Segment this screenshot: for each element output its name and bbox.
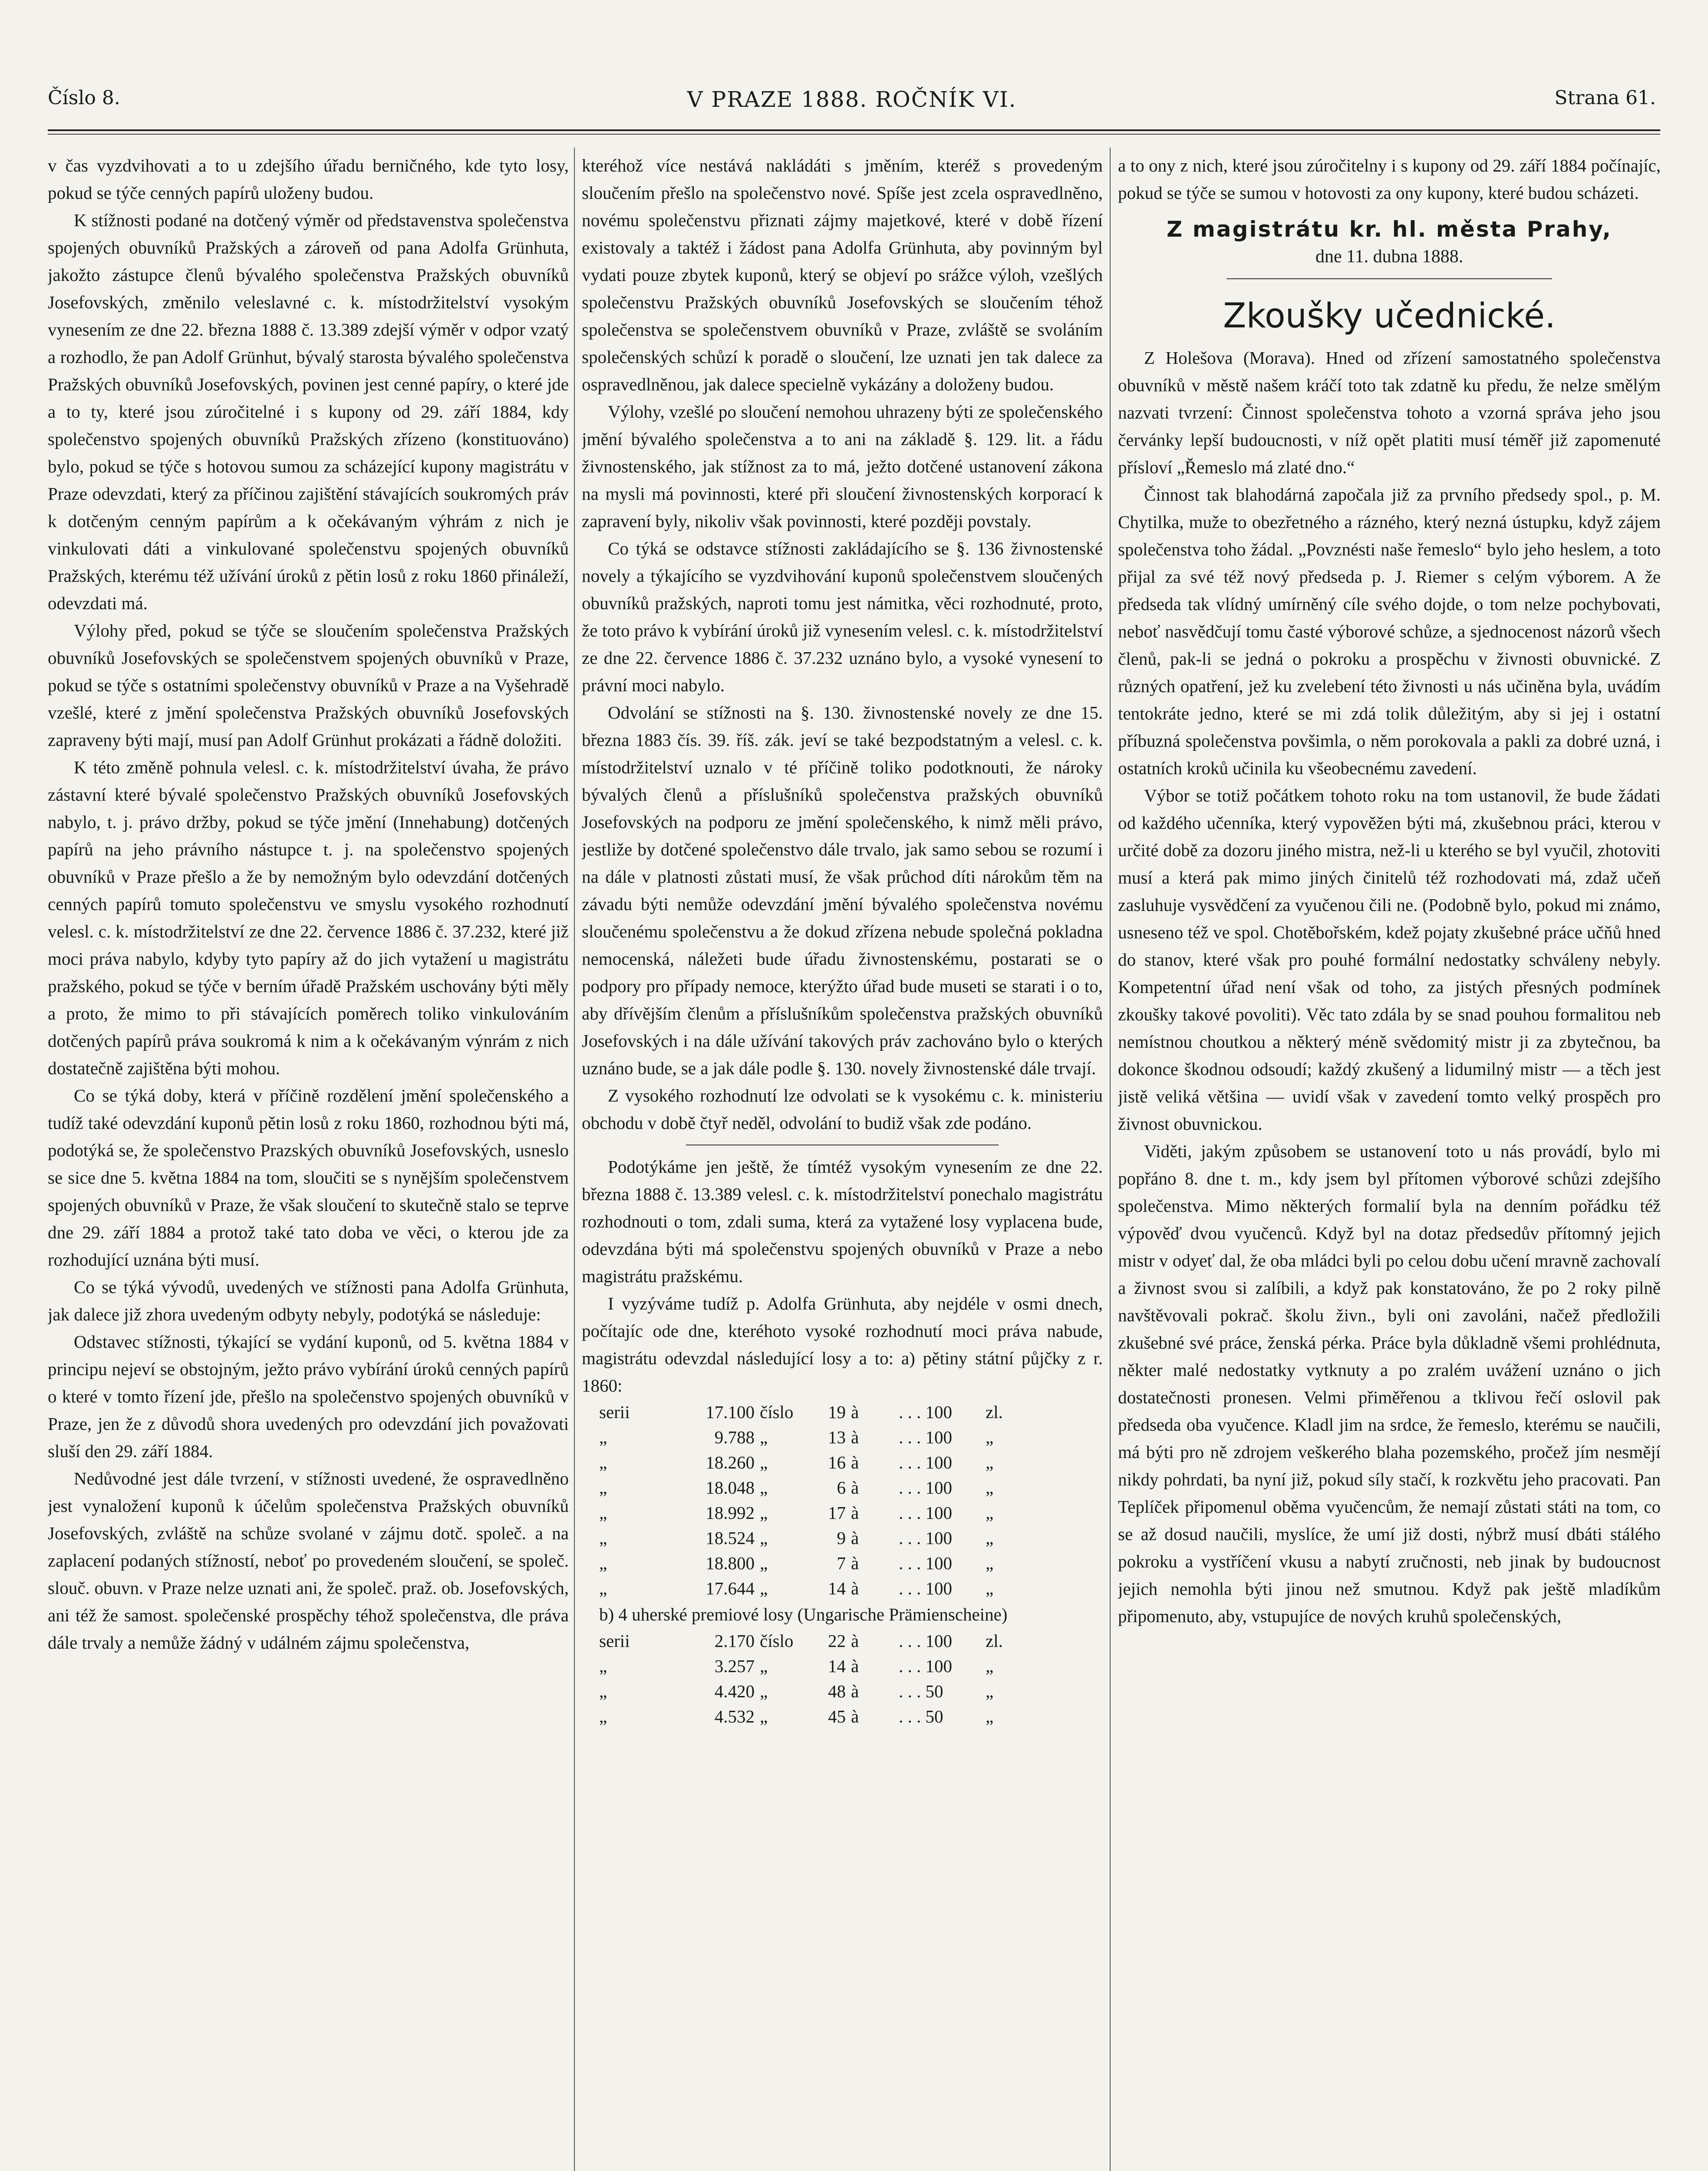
lot-cell: 9 [837,1528,846,1548]
header-rule-thin [48,134,1660,135]
lot-cell: à [851,1681,859,1701]
lots-b-caption: b) 4 uherské premiové losy (Ungarische Prämienscheine) [599,1604,1008,1624]
lot-row [582,1628,1103,1653]
lot-cell: zl. [986,1402,1003,1422]
lot-cell: 22 [828,1631,846,1651]
header-rule [48,129,1660,131]
lot-cell: à [851,1706,859,1726]
paragraph: K této změně pohnula velesl. c. k. místodržitelství úvaha, že právo zástavní které bývalé společenstvo Pražských obuvníků Josefovských nabylo, t. j. právo držby, pokud se týče jmění (Innehabung) dotčených papírů na jeho právního nástupce t. j. na společenstvo spojených obuvníků v Praze přešlo a že by nemožným bylo odevzdání dotčených cenných papírů tomuto společenstvu ve smyslu vysokého rozhodnutí velesl. c. k. místodržitelství ze dne 22. července 1886 č. 37.232, které již moci práva nabylo, kdyby tyto papíry až do jich vytažení u magistrátu pražského, pokud se týče v berním úřadě Pražském uschovány býti měly a proto, že mimo to při stávajících poměrech toliko vinkulováním dotčených papírů práva soukromá k nim a k očekávaným výnrám z nich dostatečně zajištěna býti mohou. [48,757,569,1078]
lot-cell: 9.788 [714,1427,755,1447]
lot-cell: à [851,1478,859,1498]
lot-cell: „ [599,1528,607,1548]
lot-cell: „ [986,1452,994,1472]
lot-cell: zl. [986,1631,1003,1651]
lot-cell: 45 [828,1706,846,1726]
lot-cell: 18.524 [706,1528,755,1548]
lot-cell: à [851,1631,859,1651]
lot-cell: à [851,1427,859,1447]
lot-cell: „ [599,1656,607,1676]
paragraph: Podotýkáme jen ještě, že tímtéž vysokým vynesením ze dne 22. března 1888 č. 13.389 velesl. c. k. místodržitelství ponechalo magistrátu rozhodnouti o tom, zdali suma, která za vytažené losy vyplacena bude, odevzdána býti má společenstvu spojených obuvníků v Praze a nebo magistrátu pražskému. [582,1157,1103,1286]
lot-cell: „ [760,1478,768,1498]
lot-cell: „ [760,1427,768,1447]
lot-row [582,1425,1103,1450]
lot-cell: „ [599,1553,607,1573]
lot-cell: . . . 100 [899,1478,952,1498]
lot-cell: „ [760,1452,768,1472]
lot-row [582,1399,1103,1425]
lot-cell: 2.170 [714,1631,755,1651]
lot-cell: 17 [828,1503,846,1523]
paragraph: Co týká se odstavce stížnosti zakládajícího se §. 136 živnostenské novely a týkajícího se vyzdvihování kuponů společenstvem sloučených obuvníků pražských, naproti tomu jest námitka, věci rozhodnuté, proto, že toto právo k vybírání úroků již vynesením velesl. c. k. místodržitelství ze dne 22. července 1886 č. 37.232 uznáno bylo, a vysoké vynesení to právní moci nabylo. [582,538,1103,695]
lot-cell: 13 [828,1427,846,1447]
issue-number: Číslo 8. [48,87,120,109]
paragraph: Výbor se totiž počátkem tohoto roku na tom ustanovil, že bude žádati od každého učenníka, který vypověžen býti má, zkušebnou práci, kterou v určité době za dozoru jiného mistra, než-li u kterého se byl vyučil, zhotoviti musí a která pak mimo jiných činitelů též rozhodovati má, zdaž učeň zasluhuje vysvědčení za vyučenou čili ne. (Podobně bylo, pokud mi známo, usneseno též ve spol. Chotěbořském, kdež pojaty zkušebné práce učňů hned do stanov, které však pro pouhé formální nedostatky schváleny nebyly. Kompetentní úřad není však od toho, za jistých přesných podmínek zkoušky takové povoliti). Věc tato zdála by se snad pouhou formalitou neb nemístnou choutkou a některý méně svědomitý mistr ji za zbytečnou, ba dokonce škodnou odsoudí; každý zkušený a lidumilný mistr — a těch jest jistě veliká většina — uvidí však v zavedení tomto velký prospěch pro živnost obuvnickou. [1118,785,1661,1134]
paragraph: Nedůvodné jest dále tvrzení, v stížnosti uvedené, že ospravedlněno jest vynaložení kuponů k účelům společenstva Pražských obuvníků Josefovských, zvláště na schůze svolané v zájmu dotč. společ. a na zaplacení podaných stížností, neboť po provedeném sloučení, se společ. slouč. obuvn. v Praze nelze uznati ani, že společ. praž. ob. Josefovských, ani též že samost. společenské prospěchy téhož společenstva, dle práva dále trvaly a nemůže žádný v událném zájmu společenstva, [48,1468,569,1653]
lot-cell: . . . 100 [899,1553,952,1573]
lot-cell: „ [599,1478,607,1498]
lot-cell: 18.260 [706,1452,755,1472]
lot-cell: „ [760,1528,768,1548]
lot-cell: číslo [760,1402,794,1422]
lot-cell: à [851,1578,859,1598]
lot-cell: „ [986,1578,994,1598]
lot-cell: . . . 100 [899,1631,952,1651]
lot-cell: à [851,1528,859,1548]
lot-cell: . . . 50 [899,1706,943,1726]
lot-cell: „ [760,1578,768,1598]
lot-cell: . . . 100 [899,1402,952,1422]
paragraph: kteréhož více nestává nakládáti s jměním, kteréž s provedeným sloučením přešlo na společenstvo nové. Spíše jest zcela ospravedlněno, novému společenstvu přiznati zájmy majetkové, které v době řízení existovaly a taktéž i žádost pana Adolfa Grünhuta, aby povinným byl vydati pouze zbytek kuponů, který se objeví po srážce výloh, vzešlých společenstvu Pražských obuvníků Josefovských se sloučením téhož společenstva se společenstvem obuvníků v Praze, zvláště se svoláním společenských schůzí k poradě o sloučení, lze uznati jen tak dalece za ospravedlněnou, jak dalece specielně vykázány a doloženy budou. [582,155,1103,394]
lot-cell: à [851,1452,859,1472]
page-number: Strana 61. [1554,87,1656,109]
lot-cell: „ [760,1553,768,1573]
column-3 [1118,152,1661,2171]
lot-cell: „ [986,1681,994,1701]
lot-cell: . . . 100 [899,1528,952,1548]
lot-cell: „ [986,1706,994,1726]
column-divider [1110,148,1111,2171]
lot-cell: „ [986,1528,994,1548]
lot-row [582,1679,1103,1704]
paragraph: I vyzýváme tudíž p. Adolfa Grünhuta, aby nejdéle v osmi dnech, počítajíc ode dne, kteréhoto vysoké rozhodnutí moci práva nabude, magistrátu odevzdal následující losy a to: a) pětiny státní půjčky z r. 1860: [582,1293,1103,1396]
lot-cell: 7 [837,1553,846,1573]
magistrate-date: dne 11. dubna 1888. [1315,247,1464,267]
lot-cell: . . . 50 [899,1681,943,1701]
lot-cell: serii [599,1402,630,1422]
lot-cell: 4.420 [714,1681,755,1701]
page-header [48,87,1656,117]
lot-cell: . . . 100 [899,1503,952,1523]
lot-cell: . . . 100 [899,1427,952,1447]
lot-cell: . . . 100 [899,1452,952,1472]
column-1 [48,152,569,2171]
paragraph: Činnost tak blahodárná započala již za prvního předsedy spol., p. M. Chytilka, muže to obezřetného a rázného, který nezná ústupku, když zájem společenstva toho žádal. „Povznésti naše řemeslo“ bylo jeho heslem, a toto přijal za své též nový předseda p. J. Riemer s celým výborem. A že předseda tak vlídný umírněný cíle svého dojde, o tom nelze pochybovati, neboť nasvědčují tomu časté výborové schůze, a sjednocenost názorů všech členů, pak-li se jedná o pokroku a prospěchu v živnosti obuvnické. Z různých opatření, jež ku zvelebení této živnosti u nás učiněna byla, uvádím tentokráte jedno, které se mi zdá tolik důležitým, aby si jej i ostatní příbuzná společenstva povšimla, o něm porokovala a pakli za dobré uzná, i ostatních kroků učinila ku všeobecnému zavedení. [1118,485,1661,778]
paragraph: Z Holešova (Morava). Hned od zřízení samostatného společenstva obuvníků v městě našem kráčí toto tak zdatně ku předu, že nelze smělým nazvati tvrzení: Činnost společenstva tohoto a vzorná správa jeho jsou červánky lepší budoucnosti, v níž opět platiti musí téměř již zapomenuté přísloví „Řemeslo má zlaté dno.“ [1118,348,1661,477]
lot-cell: 18.992 [706,1503,755,1523]
lot-row [582,1704,1103,1729]
paragraph: a to ony z nich, které jsou zúročitelny i s kupony od 29. září 1884 počínajíc, pokud se týče se sumou v hotovosti za ony kupony, které budou scházeti. [1118,155,1661,203]
article-title: Zkoušky učednické. [1223,297,1556,336]
lot-cell: „ [599,1452,607,1472]
lot-row [582,1551,1103,1576]
lot-cell: à [851,1402,859,1422]
lot-cell: . . . 100 [899,1578,952,1598]
lot-row [582,1525,1103,1551]
lot-row [582,1576,1103,1601]
lot-cell: serii [599,1631,630,1651]
lot-cell: „ [599,1427,607,1447]
lot-cell: „ [599,1681,607,1701]
lot-cell: 14 [828,1578,846,1598]
lot-cell: 19 [828,1402,846,1422]
lot-cell: „ [599,1578,607,1598]
lot-cell: 6 [837,1478,846,1498]
lot-cell: à [851,1656,859,1676]
lots-list-a [582,1399,1103,1601]
lot-cell: 16 [828,1452,846,1472]
lot-cell: „ [986,1503,994,1523]
lot-cell: à [851,1553,859,1573]
lot-cell: 14 [828,1656,846,1676]
paragraph: v čas vyzdvihovati a to u zdejšího úřadu berničného, kde tyto losy, pokud se týče cenných papírů uloženy budou. [48,155,569,203]
lot-cell: 17.100 [706,1402,755,1422]
paragraph: Výlohy, vzešlé po sloučení nemohou uhrazeny býti ze společenského jmění bývalého společenstva a to ani na základě §. 129. lit. a řádu živnostenského, jak stížnost za to má, ježto dotčené ustanovení zákona na mysli má povinnosti, které při sloučení živnostenských korporací k zapravení byly, nikoliv však povinnosti, které později povstaly. [582,402,1103,531]
lot-row [582,1500,1103,1525]
lot-cell: 4.532 [714,1706,755,1726]
lot-cell: 18.800 [706,1553,755,1573]
lot-cell: 3.257 [714,1656,755,1676]
paragraph: Odvolání se stížnosti na §. 130. živnostenské novely ze dne 15. března 1883 čís. 39. říš. zák. jeví se také bezpodstatným a velesl. c. k. místodržitelství uznalo v té příčině toliko podotknouti, že nároky bývalých členů a příslušníků společenstva pražských obuvníků Josefovských na podporu ze jmění společenského, k nimž měli právo, jestliže by dotčené společenstvo dále trvalo, jak samo sebou se rozumí i na dále v platnosti zůstati musí, že však průchod díti nárokům těm na závadu býti nemůže odevzdání jmění bývalého společenstva novému sloučenému společenstvu a že dokud zřízena nebude společná pokladna nemocenská, náležeti bude úřadu živnostenskému, postarati se o podpory pro případy nemoce, kterýžto úřad bude museti se starati i o to, aby dřívějším členům a příslušníkům společenstva pražských obuvníků Josefovských i na dále užívání takových práv zachováno bylo o kterých uznáno bude, se a jak dále podle §. 130. novely živnostenské dále trvají. [582,703,1103,1078]
section-separator [1227,278,1552,279]
lots-list-b [582,1628,1103,1729]
lot-row [582,1475,1103,1500]
paragraph: Výlohy před, pokud se týče se sloučením společenstva Pražských obuvníků Josefovských se společenstvem spojených obuvníků v Praze, pokud se týče s ostatními společenstvy obuvníků v Praze a na Vyšehradě vzešlé, které z jmění společenstva Pražských obuvníků Josefovských zapraveny býti mají, musí pan Adolf Grünhut prokázati a řádně doložiti. [48,620,569,750]
paragraph: Odstavec stížnosti, týkající se vydání kuponů, od 5. května 1884 v principu nejeví se obstojným, ježto právo vybírání úroků cenných papírů o které v tomto řízení jde, přešlo na společenstvo spojených obuvníků v Praze, jen že z důvodů shora uvedených pro odevzdání jich považovati sluší den 29. září 1884. [48,1332,569,1461]
lot-cell: číslo [760,1631,794,1651]
lot-cell: „ [986,1427,994,1447]
magistrate-heading: Z magistrátu kr. hl. města Prahy, [1167,217,1612,242]
lot-row [582,1450,1103,1475]
lot-cell: „ [760,1706,768,1726]
lot-cell: 48 [828,1681,846,1701]
place-year-volume: V PRAZE 1888. ROČNÍK VI. [687,87,1017,112]
paragraph: Co se týká vývodů, uvedených ve stížnosti pana Adolfa Grünhuta, jak dalece již zhora uvedeným odbyty nebyly, podotýká se následuje: [48,1277,569,1324]
lot-cell: „ [760,1656,768,1676]
paragraph: K stížnosti podané na dotčený výměr od představenstva společenstva spojených obuvníků Pražských a zároveň od pana Adolfa Grünhuta, jakožto zástupce členů bývalého společenstva Pražských obuvníků Josefovských, změnilo veleslavné c. k. místodržitelství vysokým vynesením ze dne 22. března 1888 č. 13.389 zdejší výměr v odpor vzatý a rozhodlo, že pan Adolf Grünhut, bývalý starosta bývalého společenstva Pražských obuvníků Josefovských, povinen jest cenné papíry, o které jde a to ty, které jsou zúročitelné i s kupony od 29. září 1884, kdy společenstvo spojených obuvníků Pražských zřízeno (konstituováno) bylo, pokud se týče s hotovou sumou za scházející kupony magistrátu v Praze odevzdati, který za příčinou zajištění stávajících soukromých práv k dotčeným cenným papírům a k očekávaným výhrám z nich je vinkulovati dáti a vinkulované společenstvu spojených obuvníků Pražských, kterému též užívání úroků z pětin losů z roku 1860 přináleží, odevzdati má. [48,210,569,613]
lot-cell: 17.644 [706,1578,755,1598]
lot-cell: à [851,1503,859,1523]
lot-cell: 18.048 [706,1478,755,1498]
lot-cell: „ [986,1478,994,1498]
lot-cell: „ [986,1553,994,1573]
paragraph: Viděti, jakým způsobem se ustanovení toto u nás provádí, bylo mi popřáno 8. dne t. m., kdy jsem byl přítomen výborové schůzi zdejšího společenstva. Mimo některých formalií byla na denním pořádku též výpověď dvou vyučenců. Když byl na dotaz předsedův přítomný jejich mistr v odyeť dal, že oba mládci byli po celou dobu učení mravně zachovalí a živnost svou si zalíbili, a když pak konstatováno, že po 2 roky pilně navštěvovali pokrač. školu živn., byli oni zavoláni, načež předložili zkušebné své práce, ženská pérka. Práce byla důkladně všemi prohlédnuta, někter malé nedostatky vytknuty a po zralém uvážení uznáno o jich dostatečnosti pronesen. Velmi přiměřenou a tklivou řečí oslovil pak předseda oba vyučence. Kladl jim na srdce, že řemeslo, kterému se naučili, má býti pro ně zdrojem veškerého blaha pozemského, pročež jím nesmějí nikdy pohrdati, ba nyní již, pokud síly stačí, k rozkvětu jeho pracovati. Pan Teplíček připomenul oběma vyučencům, že nemají zůstati státi na tom, co se až dosud naučili, myslíce, že umí již dosti, nýbrž musí dbáti stálého pokroku a vystříčení vkusu a nabytí zručnosti, neb jinak by budoucnost jejich nemohla býti jinou než smutnou. Když pak ještě mladíkům připomenuto, aby, vstupujíce de nových kruhů společenských, [1118,1141,1661,1626]
lot-cell: „ [760,1681,768,1701]
lot-cell: „ [599,1706,607,1726]
lot-cell: . . . 100 [899,1656,952,1676]
lot-cell: „ [599,1503,607,1523]
lot-row [582,1653,1103,1679]
paragraph: Z vysokého rozhodnutí lze odvolati se k vysokému c. k. ministeriu obchodu v době čtyř neděl, odvolání to budiž však zde podáno. [582,1086,1103,1133]
paragraph: Co se týká doby, která v příčině rozdělení jmění společenského a tudíž také odevzdání kuponů pětin losů z roku 1860, rozhodnou býti má, podotýká se, že společenstvo Prazských obuvníků Josefovských, usneslo se sice dne 5. května 1884 na tom, sloučiti se s nynějším společenstvem spojených obuvníků v Praze, že však sloučení to skutečně stalo se teprve dne 29. září 1884 a protož také tato doba ve věci, o kterou jde za rozhodující uznána býti musí. [48,1086,569,1270]
lot-cell: „ [986,1656,994,1676]
column-2 [582,152,1103,2171]
lot-cell: „ [760,1503,768,1523]
column-divider [574,148,575,2171]
